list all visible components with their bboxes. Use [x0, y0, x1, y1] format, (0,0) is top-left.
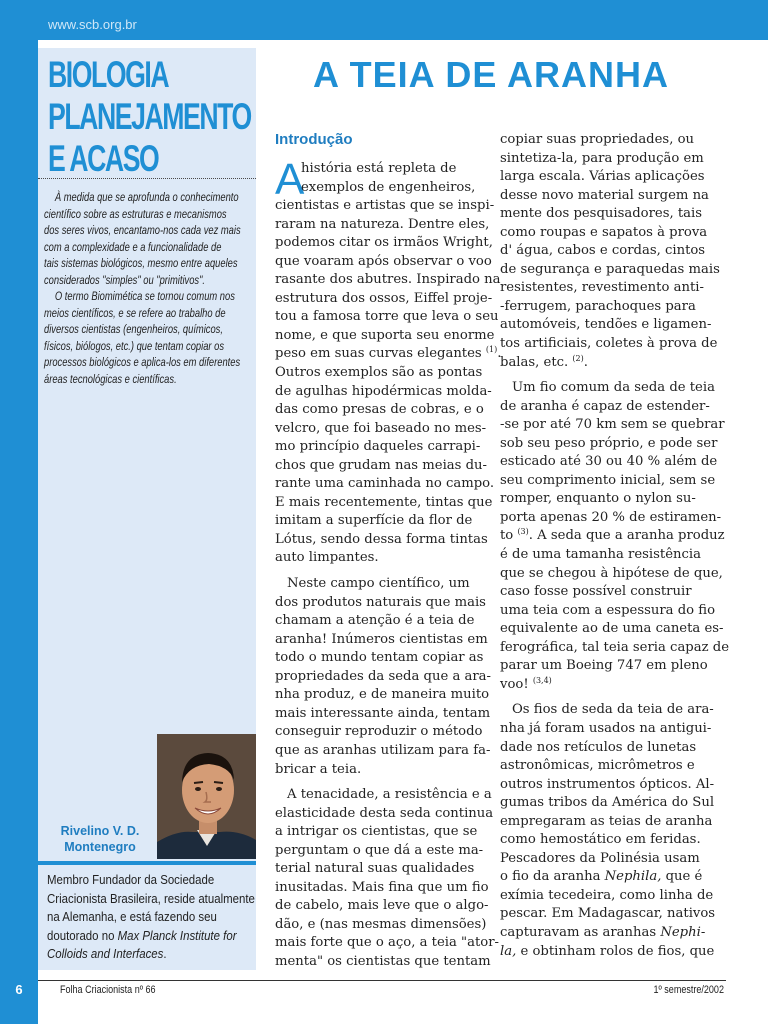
text-line: mais interessante ainda, tentam: [275, 705, 491, 721]
text-line: chos que grudam nas meias du-: [275, 457, 488, 473]
text-line: sintetiza-la, para produção em: [500, 150, 704, 166]
text-line: outros instrumentos ópticos. Al-: [500, 776, 715, 792]
text-line: [500, 924, 708, 943]
text-line: larga escala. Várias aplicações: [500, 169, 705, 185]
sidebar-title-line: PLANEJAMENTO: [48, 96, 251, 137]
text-line: d' água, cabos e cordas, cintos: [500, 243, 706, 259]
text-line: propriedades da seda que a ara-: [275, 668, 491, 684]
text-line: resistentes, revestimento anti-: [500, 280, 704, 296]
bio-institute: Max Planck Institute for: [117, 927, 237, 943]
text-span: . A seda que a aranha produz: [528, 528, 725, 544]
text-line: imitam a superfície da flor de: [275, 513, 473, 529]
text-line: -se por até 70 km sem se quebrar: [500, 417, 725, 433]
text-line: copiar suas propriedades, ou: [500, 132, 695, 147]
intro-line: áreas tecnológicas e científicas.: [44, 371, 177, 386]
text-line: como roupas e sapatos à prova: [500, 224, 708, 240]
text-line: das como presas de cobras, e o: [275, 402, 484, 418]
intro-line: dos seres vivos, encantamo-nos cada vez mais: [44, 223, 241, 237]
author-portrait-illustration: [157, 734, 256, 859]
text-line: romper, enquanto o nylon su-: [500, 491, 696, 507]
text-line: mais forte que o aço, a teia "ator-: [275, 935, 499, 951]
author-bio: [47, 871, 255, 964]
article-title: A TEIA DE ARANHA: [313, 54, 669, 95]
text-span: capturavam as aranhas: [500, 924, 661, 940]
article-column-2: [500, 131, 729, 961]
footer-publication: Folha Criacionista nº 66: [60, 984, 156, 996]
species-name: Nephila,: [604, 869, 662, 885]
text-line: como hemostático em feridas.: [500, 832, 701, 848]
text-line: raram na natureza. Dentre eles,: [275, 216, 490, 232]
text-line: estrutura dos ossos, Eiffel proje-: [275, 290, 493, 306]
text-line: empregaram as teias de aranha: [500, 813, 713, 829]
author-photo: [157, 734, 256, 859]
section-heading: Introdução: [275, 131, 353, 148]
text-line: velcro, que foi baseado no mes-: [275, 420, 487, 436]
text-line: A tenacidade, a resistência e a: [287, 787, 492, 803]
text-line: [500, 943, 715, 962]
text-line: de segurança e paraquedas mais: [500, 261, 720, 277]
left-accent-strip: [0, 40, 38, 1024]
top-banner: [0, 0, 768, 40]
text-line: todo o mundo tentam copiar as: [275, 650, 484, 666]
text-line: chamam a atenção é a teia de: [275, 613, 475, 629]
text-span: voo!: [500, 676, 533, 692]
citation-ref: (3,4): [532, 675, 552, 685]
bio-divider: [38, 861, 256, 865]
text-line: E mais recentemente, tintas que: [275, 494, 493, 510]
text-line: que voaram após observar o voo: [275, 253, 492, 269]
bio-line: Membro Fundador da Sociedade: [47, 872, 215, 887]
sidebar-title-line: E ACASO: [48, 138, 159, 179]
site-url[interactable]: www.scb.org.br: [48, 17, 137, 32]
citation-ref: (1): [485, 345, 498, 355]
text-line: aranha! Inúmeros cientistas em: [275, 631, 488, 647]
text-line: auto limpantes.: [275, 550, 379, 566]
author-name-line: Rivelino V. D.: [60, 824, 140, 838]
text-line: porta apenas 20 % de estiramen-: [500, 509, 722, 525]
text-line: sob seu peso próprio, e pode ser: [500, 435, 718, 451]
text-span: e obtinham rolos de fios, que: [516, 943, 715, 959]
text-line: automóveis, tendões e ligamen-: [500, 317, 712, 333]
footer-date: 1º semestre/2002: [653, 984, 724, 996]
intro-line: À medida que se aprofunda o conhecimento: [54, 190, 239, 204]
text-span: to: [500, 528, 518, 544]
text-span: .: [583, 354, 588, 370]
text-line: dos produtos naturais que mais: [275, 594, 486, 610]
text-line: ferográfica, tal teia seria capaz de: [500, 639, 729, 655]
text-line: nome, e que suporta seu enorme: [275, 327, 495, 343]
intro-line: com a complexidade e a funcionalidade de: [44, 239, 222, 254]
text-line: astronômicas, micrômetros e: [500, 758, 695, 774]
text-line: desse novo material surgem na: [500, 187, 709, 203]
text-line: rante uma caminhada no campo.: [275, 476, 495, 492]
text-line: que se chegou à hipótese de que,: [500, 565, 723, 581]
text-line: a intrigar os cientistas, que se: [275, 824, 478, 840]
text-line: Neste campo científico, um: [287, 576, 470, 592]
species-name: Nephi-: [660, 924, 706, 940]
sidebar-divider: [38, 178, 256, 179]
bio-institute: Colloids and Interfaces: [47, 946, 164, 961]
text-line: que as aranhas utilizam para fa-: [275, 742, 491, 758]
text-line: Os fios de seda da teia de ara-: [512, 702, 714, 718]
text-line: [500, 527, 725, 546]
author-name-line: Montenegro: [64, 840, 136, 854]
sidebar-title: [48, 54, 251, 180]
bio-line: [47, 945, 227, 964]
bio-text: .: [163, 946, 167, 961]
text-line: é de uma tamanha resistência: [500, 547, 701, 563]
footer-divider: [38, 980, 726, 981]
text-line: tou a famosa torre que leva o seu: [275, 309, 499, 325]
text-line: gumas tribos da América do Sul: [500, 795, 715, 811]
species-name: la,: [500, 943, 517, 959]
text-line: [275, 345, 502, 364]
text-line: de agulhas hipodérmicas molda-: [275, 383, 492, 399]
text-line: esticado até 30 ou 40 % além de: [500, 454, 718, 470]
text-line: [500, 868, 708, 887]
text-line: de cabelo, mais leve que o algo-: [275, 898, 489, 914]
text-span: o fio da aranha: [500, 869, 605, 885]
text-line: tos artificiais, coletes à prova de: [500, 336, 718, 352]
text-line: Lótus, sendo dessa forma tintas: [275, 531, 488, 547]
text-span: peso em suas curvas elegantes: [275, 346, 486, 362]
text-line: menta" os cientistas que tentam: [275, 953, 491, 969]
article-column-1: [275, 155, 502, 972]
intro-line: tais sistemas biológicos, mesmo entre aqueles: [44, 256, 238, 270]
text-line: equivalente ao de uma caneta es-: [500, 621, 724, 637]
citation-ref: (3): [517, 527, 529, 537]
text-line: rasante dos abutres. Inspirado na: [275, 272, 501, 288]
intro-line: considerados "simples" ou "primitivos".: [44, 272, 206, 287]
text-line: Pescadores da Polinésia usam: [500, 850, 700, 866]
bio-line: na Alemanha, e está fazendo seu: [47, 909, 217, 924]
text-line: pescar. Em Madagascar, nativos: [500, 906, 716, 922]
author-name: [52, 823, 148, 855]
text-line: podemos citar os irmãos Wright,: [275, 235, 493, 251]
text-line: mo princípio daqueles carrapi-: [275, 439, 481, 455]
text-line: exímia tecedeira, como linha de: [500, 887, 714, 903]
text-span: balas, etc.: [500, 354, 573, 370]
intro-line: científico sobre as estruturas e mecanismos: [44, 206, 227, 221]
text-line: [500, 676, 708, 695]
text-line: conseguir reproduzir o método: [275, 724, 483, 740]
text-line: dade nos retículos de lunetas: [500, 739, 697, 755]
intro-line: processos biológicos e aplica-los em diferentes: [44, 355, 241, 369]
text-line: história está repleta de: [301, 161, 457, 176]
text-span: que é: [661, 869, 703, 885]
sidebar-intro: [44, 189, 241, 387]
text-line: parar um Boeing 747 em pleno: [500, 658, 708, 674]
bio-text: doutorado no: [47, 927, 118, 943]
bio-line: [47, 927, 237, 946]
text-line: perguntam o que dá a este ma-: [275, 842, 484, 858]
text-line: inusitadas. Mais fina que um fio: [275, 879, 489, 895]
text-line: elasticidade desta seda continua: [275, 805, 494, 821]
text-line: Outros exemplos são as pontas: [275, 365, 483, 381]
page-number: 6: [0, 981, 38, 999]
text-line: bricar a teia.: [275, 761, 362, 777]
bio-line: Criacionista Brasileira, reside atualmente: [47, 890, 255, 906]
text-line: cientistas e artistas que se inspi-: [275, 198, 495, 214]
text-line: exemplos de engenheiros,: [301, 179, 476, 195]
drop-cap: A: [275, 155, 305, 204]
intro-line: diversos cientistas (engenheiros, químicos,: [44, 322, 223, 336]
text-line: -ferrugem, parachoques para: [500, 298, 696, 314]
intro-line: meios científicos, e se refere ao trabalho de: [44, 305, 226, 320]
text-line: dão, e (nas mesmas dimensões): [275, 916, 487, 932]
text-line: [500, 354, 708, 373]
text-line: Um fio comum da seda de teia: [512, 380, 715, 396]
text-line: nha produz, e de maneira muito: [275, 687, 490, 703]
intro-line: O termo Biomimética se tornou comum nos: [54, 289, 235, 303]
intro-line: físicos, biólogos, etc.) que tentam copiar os: [44, 338, 225, 353]
text-line: nha já foram usados na antigui-: [500, 720, 712, 736]
text-line: caso fosse possível construir: [500, 584, 692, 600]
text-line: de aranha é capaz de estender-: [500, 398, 710, 414]
citation-ref: (2): [572, 353, 584, 363]
sidebar-title-line: BIOLOGIA: [48, 54, 169, 95]
text-line: terial natural suas qualidades: [275, 861, 475, 877]
text-line: uma teia com a espessura do fio: [500, 602, 716, 618]
text-span: .: [497, 346, 502, 362]
text-line: mente dos pesquisadores, tais: [500, 206, 703, 222]
text-line: seu comprimento inicial, sem se: [500, 472, 716, 488]
